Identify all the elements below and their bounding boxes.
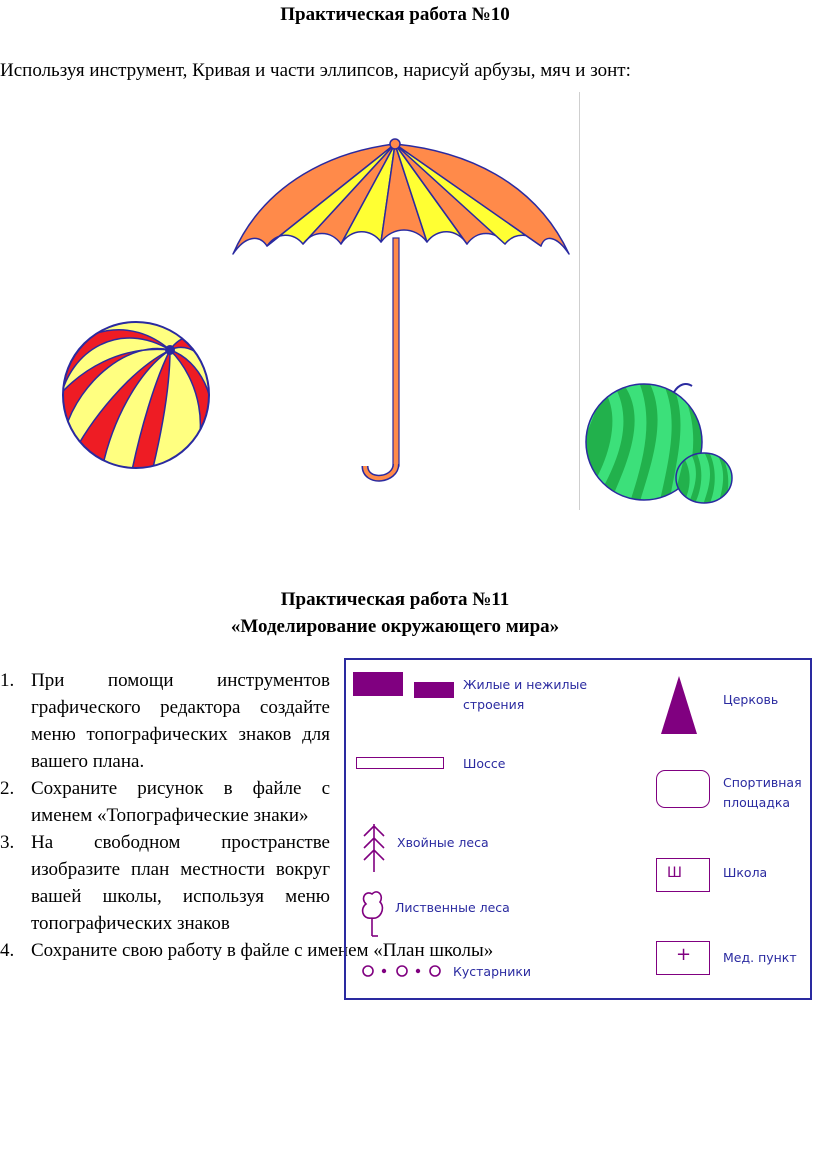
church-icon	[659, 674, 699, 736]
building-icon	[353, 672, 403, 696]
legend-buildings-label: Жилые и нежилые строения	[463, 677, 588, 712]
building-icon	[414, 682, 454, 698]
step-number: 4.	[0, 940, 15, 961]
legend-sports-label: Спортивная площадка	[723, 775, 802, 810]
legend-shrubs-label: Кустарники	[453, 964, 531, 979]
topographic-legend	[344, 658, 812, 1000]
deciduous-tree-icon	[358, 888, 386, 938]
work10-title: Практическая работа №10	[280, 4, 510, 25]
medical-point-icon	[656, 941, 710, 975]
list-item	[0, 775, 330, 829]
legend-highway-label: Шоссе	[463, 756, 506, 771]
legend-medical-label: Мед. пункт	[723, 950, 797, 965]
conifer-tree-icon	[361, 822, 387, 874]
step-number: 3.	[0, 832, 15, 853]
school-icon	[656, 858, 710, 892]
work11-subtitle: «Моделирование окружающего мира»	[230, 616, 560, 637]
step-number: 1.	[0, 670, 15, 691]
highway-icon	[356, 757, 444, 769]
work11-title: Практическая работа №11	[280, 589, 510, 610]
work10-instruction: Используя инструмент, Кривая и части эллипсов, нарисуй арбузы, мяч и зонт:	[0, 60, 631, 81]
shrubs-icon	[360, 963, 444, 979]
legend-church-label: Церковь	[723, 692, 779, 707]
ball-icon	[60, 320, 212, 470]
step-number: 2.	[0, 778, 15, 799]
legend-conifer-label: Хвойные леса	[397, 835, 489, 850]
legend-school-label: Школа	[723, 865, 768, 880]
watermelon-icon	[584, 380, 736, 505]
divider-line	[579, 92, 580, 510]
step-text: Сохраните рисунок в файле с именем «Топографические знаки»	[31, 778, 330, 826]
medical-mark: +	[676, 944, 692, 965]
list-item	[0, 937, 494, 964]
umbrella-icon	[225, 136, 577, 481]
list-item	[0, 829, 330, 937]
school-mark: Ш	[667, 865, 682, 881]
list-item	[0, 667, 330, 775]
step-text: При помощи инструментов графического редактора создайте меню топографических знаков для вашего плана.	[31, 670, 330, 772]
sports-ground-icon	[656, 770, 710, 808]
step-text: Сохраните свою работу в файле с именем «План школы»	[31, 940, 494, 961]
legend-deciduous-label: Лиственные леса	[395, 900, 510, 915]
step-text: На свободном пространстве изобразите план местности вокруг вашей школы, используя меню топографических знаков	[31, 832, 330, 934]
